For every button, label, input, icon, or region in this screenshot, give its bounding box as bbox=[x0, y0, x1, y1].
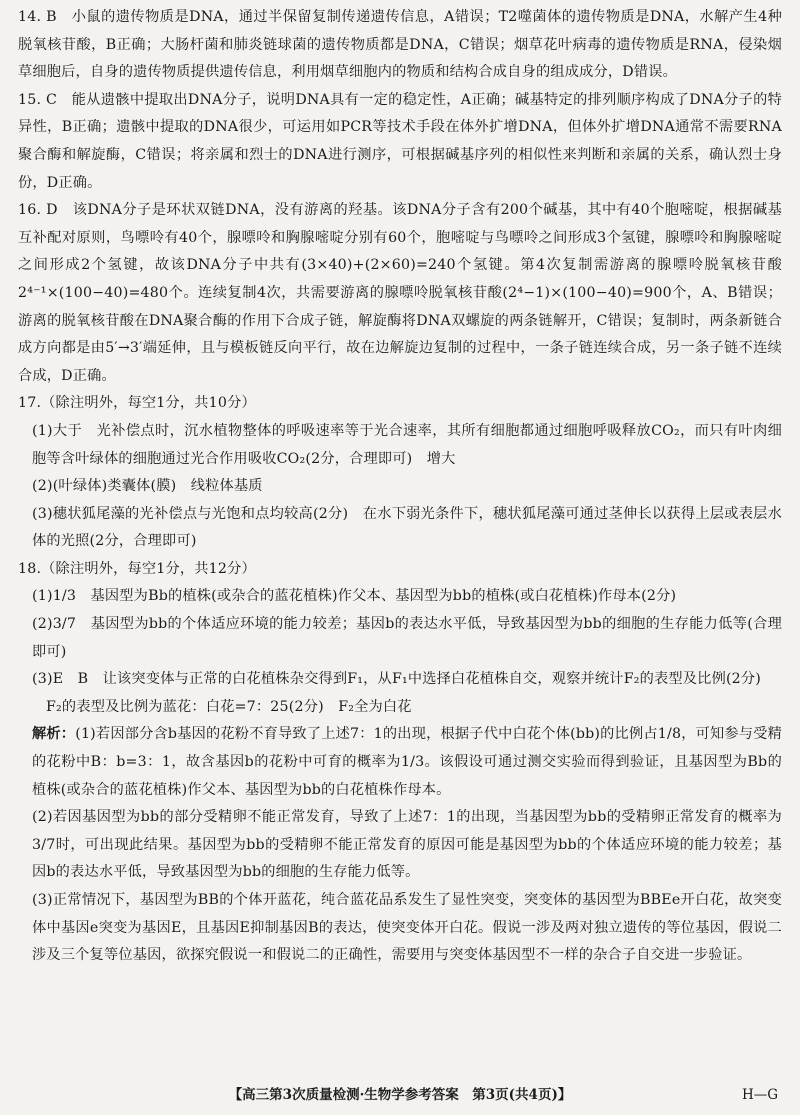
answer-18-part3a: (3)E B 让该突变体与正常的白花植株杂交得到F₁，从F₁中选择白花植株自交，观察并统计F₂的表型及比例(2分) bbox=[32, 671, 762, 688]
answer-17-part1: (1)大于 光补偿点时，沉水植物整体的呼吸速率等于光合速率，其所有细胞都通过细胞呼吸释放CO₂，而只有叶肉细胞等含叶绿体的细胞通过光合作用吸收CO₂(2分，合理即可) 增大 bbox=[32, 422, 782, 467]
analysis-label: 解析： bbox=[32, 726, 76, 743]
answer-17-part3: (3)穗状狐尾藻的光补偿点与光饱和点均较高(2分) 在水下弱光条件下，穗状狐尾藻可通过茎伸长以获得上层或表层水体的光照(2分，合理即可) bbox=[32, 505, 782, 550]
answer-content bbox=[18, 4, 782, 970]
answer-14-text: 14. B 小鼠的遗传物质是DNA，通过半保留复制传递遗传信息，A错误；T2噬菌体的遗传物质是DNA，水解产生4种脱氧核苷酸，B正确；大肠杆菌和肺炎链球菌的遗传物质都是DNA，C错误；烟草花叶病毒的遗传物质是RNA，侵染烟草细胞后，自身的遗传物质提供遗传信息，利用烟草细胞内的物质和结构合成自身的组成成分，D错误。 bbox=[18, 9, 782, 81]
analysis-2: (2)若因基因型为bb的部分受精卵不能正常发育，导致了上述7：1的出现，当基因型为bb的受精卵正常发育的概率为3/7时，可出现此结果。基因型为bb的受精卵不能正常发育的原因可能是基因型为bb的个体适应环境的能力较差；基因b的表达水平低，导致基因型为bb的细胞的生存能力低等。 bbox=[32, 809, 782, 881]
answer-15 bbox=[18, 87, 782, 197]
answer-15-text: 15. C 能从遗骸中提取出DNA分子，说明DNA具有一定的稳定性，A正确；碱基特定的排列顺序构成了DNA分子的特异性，B正确；遗骸中提取的DNA很少，可运用如PCR等技术手段在体外扩增DNA，但体外扩增DNA通常不需要RNA聚合酶和解旋酶，C错误；将亲属和烈士的DNA进行测序，可根据碱基序列的相似性来判断和亲属的关系，确认烈士身份，D正确。 bbox=[18, 91, 782, 191]
answer-18-part2: (2)3/7 基因型为bb的个体适应环境的能力较差；基因b的表达水平低，导致基因型为bb的细胞的生存能力低等(合理即可) bbox=[32, 616, 782, 660]
answer-14 bbox=[18, 4, 782, 87]
answer-17-heading: 17.（除注明外，每空1分，共10分） bbox=[18, 395, 256, 412]
answer-17 bbox=[18, 390, 782, 556]
footer-code: H—G bbox=[741, 1087, 778, 1103]
analysis-3: (3)正常情况下，基因型为BB的个体开蓝花，纯合蓝花品系发生了显性突变，突变体的基因型为BBEe开白花，故突变体中基因e突变为基因E，且基因E抑制基因B的表达，使突变体开白花。假说一涉及两对独立遗传的等位基因，假说二涉及三个复等位基因，欲探究假说一和假说二的正确性，需要用与突变体基因型不一样的杂合子自交进一步验证。 bbox=[32, 892, 782, 964]
footer-title: 【高三第3次质量检测·生物学参考答案 第3页(共4页)】 bbox=[228, 1087, 572, 1103]
answer-18-heading: 18.（除注明外，每空1分，共12分） bbox=[18, 560, 256, 577]
answer-18 bbox=[18, 556, 782, 970]
answer-16 bbox=[18, 197, 782, 390]
answer-18-part3b: F₂的表型及比例为蓝花：白花=7：25(2分) F₂全为白花 bbox=[46, 698, 412, 715]
page-footer bbox=[0, 1083, 800, 1107]
analysis-1 bbox=[18, 721, 782, 804]
analysis-1-text: (1)若因部分含b基因的花粉不育导致了上述7：1的出现，根据子代中白花个体(bb)的比例占1/8，可知参与受精的花粉中B：b=3：1，故含基因b的花粉中可育的概率为1/3。该假设可通过测交实验而得到验证，且基因型为Bb的植株(或杂合的蓝花植株)作父本、基因型为bb的白花植株作母本。 bbox=[32, 726, 782, 798]
answer-18-part1: (1)1/3 基因型为Bb的植株(或杂合的蓝花植株)作父本、基因型为bb的植株(或白花植株)作母本(2分) bbox=[32, 588, 677, 605]
answer-17-part2: (2)(叶绿体)类囊体(膜) 线粒体基质 bbox=[32, 478, 263, 495]
answer-16-text: 16. D 该DNA分子是环状双链DNA，没有游离的羟基。该DNA分子含有200个碱基，其中有40个胞嘧啶，根据碱基互补配对原则，鸟嘌呤有40个，腺嘌呤和胸腺嘧啶分别有60个，胞嘧啶与鸟嘌呤之间形成3个氢键，腺嘌呤和胸腺嘧啶之间形成2个氢键，故该DNA分子中共有(3×40)+(2×60)=240个氢键。第4次复制需游离的腺嘌呤脱氧核苷酸2⁴⁻¹×(100−40)=480个。连续复制4次，共需要游离的腺嘌呤脱氧核苷酸(2⁴−1)×(100−40)=900个，A、B错误；游离的脱氧核苷酸在DNA聚合酶的作用下合成子链，解旋酶将DNA双螺旋的两条链解开，C错误；复制时，两条新链合成方向都是由5′→3′端延伸，且与模板链反向平行，故在边解旋边复制的过程中，一条子链连续合成，另一条子链不连续合成，D正确。 bbox=[18, 202, 782, 384]
